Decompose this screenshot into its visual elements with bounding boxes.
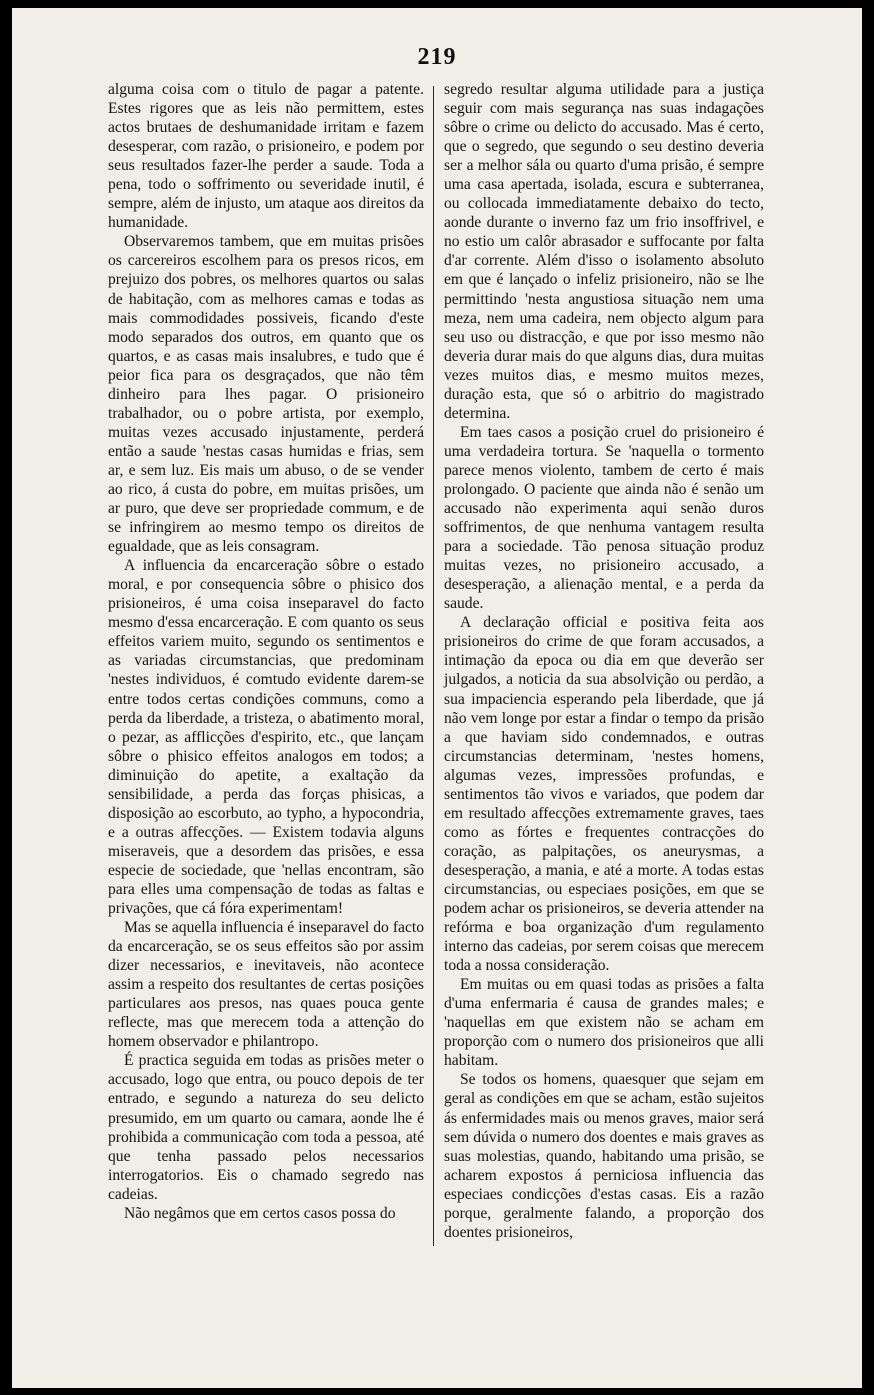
paragraph: Se todos os homens, quaesquer que sejam em geral as condições em que se acham, estão sujeitos ás enfermidades mais ou menos graves, maior será sem dúvida o numero dos doentes e mais graves as suas molestias, quando, habitando uma prisão, se acharem expostos á perniciosa influencia das especiaes condicções d'estas casas. Eis a razão porque, geralmente falando, a proporção dos doentes prisioneiros, [444, 1071, 764, 1241]
paragraph: segredo resultar alguma utilidade para a justiça seguir com mais segurança nas suas indagações sôbre o crime ou delicto do accusado. Mas é certo, que o segredo, que segundo o seu destino deveria ser a melhor sála ou quarto d'uma prisão, é sempre uma casa apertada, isolada, escura e subterranea, ou collocada immediatamente debaixo do tecto, aonde durante o inverno faz um frio insoffrivel, e no estio um calôr abrasador e suffocante por falta d'ar corrente. Além d'isso o isolamento absoluto em que é lançado o infeliz prisioneiro, não se lhe permittindo 'nesta angustiosa situação nem uma meza, nem uma cadeira, nem objecto algum para seu uso ou distracção, e que por isso mesmo não deveria durar mais do que alguns dias, dura muitas vezes muitos dias, e mesmo muitos mezes, duração esta, que só o arbitrio do magistrado determina. [444, 81, 764, 422]
paragraph: alguma coisa com o titulo de pagar a patente. Estes rigores que as leis não permittem, estes actos brutaes de deshumanidade irritam e fazem desesperar, com razão, o prisioneiro, e podem por seus resultados fazer-lhe perder a saude. Toda a pena, todo o soffrimento ou severidade inutil, é sempre, além de injusto, um ataque aos direitos da humanidade. [108, 81, 424, 232]
paragraph: Não negâmos que em certos casos possa do [124, 1204, 396, 1222]
column-divider [433, 86, 434, 1246]
paragraph: Em muitas ou em quasi todas as prisões a falta d'uma enfermaria é causa de grandes males; e 'naquellas em que existem não se acham em proporção com o numero dos prisioneiros que alli habitam. [444, 976, 764, 1070]
paragraph: Em taes casos a posição cruel do prisioneiro é uma verdadeira tortura. Se 'naquella o tormento parece menos violento, tambem de certo é mais prolongado. O paciente que ainda não é senão um accusado não experimenta aqui senão duros soffrimentos, de que nenhuma vantagem resulta para a sociedade. Tão penosa situação produz muitas vezes, no prisioneiro accusado, a desesperação, a alienação mental, e a perda da saude. [444, 423, 764, 613]
paragraph: Observaremos tambem, que em muitas prisões os carcereiros escolhem para os presos ricos, em prejuizo dos pobres, os melhores quartos ou salas de habitação, com as melhores camas e todas as mais commodidades possiveis, ficando d'este modo separados dos outros, em quanto que os quartos, e as casas mais insalubres, e tudo que é peior fica para os desgraçados, que não têm dinheiro para lhes pagar. O prisioneiro trabalhador, ou o pobre artista, por exemplo, muitas vezes accusado injustamente, perderá então a saude 'nestas casas humidas e frias, sem ar, e sem luz. Eis mais um abuso, o de se vender ao rico, á custa do pobre, em muitas prisões, um ar puro, que deve ser propriedade commum, e de se infringirem ao mesmo tempo os direitos de egualdade, que as leis consagram. [108, 233, 424, 556]
left-column [108, 80, 424, 1223]
newspaper-page [12, 8, 862, 1388]
paragraph: A influencia da encarceração sôbre o estado moral, e por consequencia sôbre o phisico dos prisioneiros, é uma coisa inseparavel do facto mesmo d'essa encarceração. E com quanto os seus effeitos variem muito, segundo os sentimentos e as variadas circumstancias, que predominam 'nestes individuos, é comtudo evidente darem-se entre todos certas condições communs, como a perda da liberdade, a tristeza, o abatimento moral, o pezar, as afflicções d'espirito, etc., que lançam sôbre o phisico effeitos analogos em todos; a diminuição do apetite, a exaltação da sensibilidade, a perda das forças phisicas, a disposição ao escorbuto, ao typho, a hypocondria, e a outras affecções. — Existem todavia alguns miseraveis, que a desordem das prisões, e essa especie de sociedade, que 'nellas encontram, são para elles uma compensação de todas as faltas e privações, que cá fóra experimentam! [108, 557, 424, 918]
right-column [444, 80, 764, 1242]
paragraph: Mas se aquella influencia é inseparavel do facto da encarceração, se os seus effeitos são por assim dizer necessarios, e inevitaveis, não acontece assim a respeito dos resultantes de certas posições particulares aos presos, nas quaes pouca gente reflecte, mas que merecem toda a attenção do homem observador e philantropo. [108, 919, 424, 1051]
paragraph: A declaração official e positiva feita aos prisioneiros do crime de que foram accusados, a intimação da epoca ou dia em que deverão ser julgados, a noticia da sua absolvição ou perdão, a sua impaciencia esperando pela liberdade, que já não vem longe por estar a findar o tempo da prisão a que haviam sido condemnados, e outras circumstancias determinam, 'nestes homens, algumas vezes, impressões profundas, e sentimentos tão vivos e variados, que podem dar em resultado affecções extremamente graves, taes como as fórtes e frequentes contracções do coração, as palpitações, os aneurysmas, a desesperação, a mania, e até a morte. A todas estas circumstancias, ou especiaes posições, em que se podem achar os prisioneiros, se deveria attender na refórma e boa organização d'um regulamento interno das cadeias, por serem coisas que merecem toda a nossa consideração. [444, 614, 764, 975]
page-number: 219 [417, 44, 457, 70]
paragraph: É practica seguida em todas as prisões meter o accusado, logo que entra, ou pouco depois de ter entrado, e segundo a natureza do seu delicto presumido, em um quarto ou camara, aonde lhe é prohibida a communicação com toda a pessoa, até que tenha passado pelos necessarios interrogatorios. Eis o chamado segredo nas cadeias. [108, 1052, 424, 1203]
